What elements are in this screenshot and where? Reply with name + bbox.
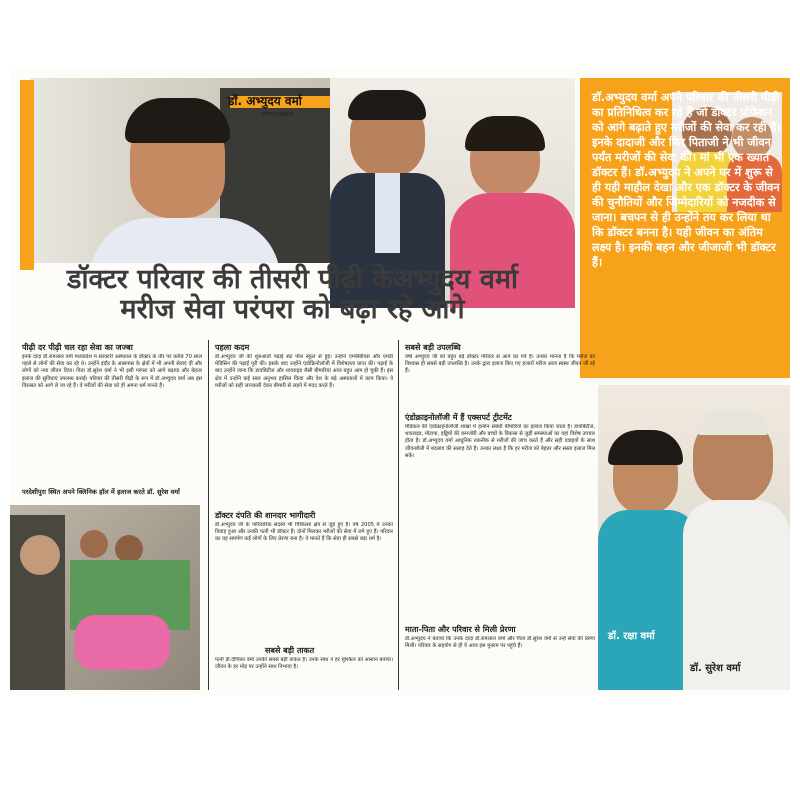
portrait-title: पत्रकार/लेखक	[262, 111, 293, 118]
section1-body: इनके दादा डॉ.रामलाल वर्मा मध्यप्रदेश में सरकारी अस्पताल के डॉक्टर के तौर पर करीब 70 साल पहले से लोगों की सेवा कर रहे थे। उन्होंने इंदौर के आसपास के क्षेत्रों में भी अपनी सेवाएं दीं और लोगों को नया जीवन दिया। पिता डॉ.सुरेश वर्मा ने भी इसी परंपरा को आगे बढ़ाया और बेहतर इलाज की सुविधाएं उपलब्ध कराईं। परिवार की तीसरी पीढ़ी के रूप में डॉ.अभ्युदय वर्मा अब इस विरासत को आगे ले जा रहे हैं। वे मरीजों की सेवा को ही अपना धर्म मानते हैं।	[22, 354, 202, 389]
section7-body: डॉ.अभ्युदय ने बताया कि उनके दादा डॉ.रामलाल वर्मा और पिता डॉ.सुरेश वर्मा से उन्हें सेवा की प्रेरणा मिली। परिवार के सहयोग से ही वे आज इस मुकाम पर पहुंचे हैं।	[405, 636, 595, 650]
sidebar-box	[580, 78, 790, 378]
clinic-photo-caption: परदेशीपुरा स्थित अपने क्लिनिक हॉल में इलाज करते डॉ. सुरेश वर्मा	[22, 488, 180, 496]
column-rule-2	[398, 340, 399, 690]
parents-photo	[598, 385, 790, 690]
section7-heading: माता-पिता और परिवार से मिली प्रेरणा	[405, 625, 516, 634]
section3-body: डॉ.अभ्युदय जी के पारिवारिक सदस्य भी चिकित्सा क्षेत्र से जुड़े हुए हैं। वर्ष 2005 में उनका विवाह हुआ और उनकी पत्नी भी डॉक्टर हैं। दोनों मिलकर मरीजों की सेवा में लगे हुए हैं। परिवार का यह समर्पण कई लोगों के लिए प्रेरणा बना है। वे मानते हैं कि सेवा ही सबसे बड़ा धर्म है।	[215, 522, 393, 543]
section2-body: डॉ.अभ्युदय जी की शुरुआती पढ़ाई सेंट पॉल स्कूल से हुई। उन्होंने एमबीबीएस और एमडी मेडिसिन की पढ़ाई पूरी की। इसके बाद उन्होंने एंडोक्रिनोलॉजी में विशेषज्ञता प्राप्त की। पढ़ाई के बाद उन्होंने जाना कि डायबिटीज और थायराइड जैसी बीमारियां आज बहुत आम हो चुकी हैं। इस क्षेत्र में उन्होंने कई साल अनुभव हासिल किया और देश के बड़े अस्पतालों में काम किया। वे मरीजों को सही जानकारी देकर बीमारी से लड़ने में मदद करते हैं।	[215, 354, 393, 389]
section6-heading: एंडोक्राइनोलॉजी में हैं एक्सपर्ट ट्रीटमेंट	[405, 413, 512, 422]
mother-label: डॉ. रक्षा वर्मा	[608, 631, 655, 642]
section5-heading: सबसे बड़ी उपलब्धि	[405, 343, 461, 352]
headline-line2: मरीज सेवा परंपरा को बढ़ा रहे आगे	[120, 294, 465, 326]
section1-heading: पीढ़ी दर पीढ़ी चल रहा सेवा का जज्बा	[22, 343, 133, 352]
portrait-name: डॉ. अभ्युदय वर्मा	[228, 94, 302, 108]
section2-heading: पहला कदम	[215, 343, 250, 352]
section4-body: पत्नी डॉ.दीपिका वर्मा उनकी सबसे बड़ी ताकत हैं। उनके साथ ने हर मुश्किल को आसान बनाया। जीवन के हर मोड़ पर उन्होंने साथ निभाया है।	[215, 657, 393, 671]
section6-body: मेडिकल की एंडोक्राइनोलॉजी शाखा में हार्मोन संबंधी बीमारियों का इलाज किया जाता है। डायबिटीज, थायराइड, मोटापा, हड्डियों की कमजोरी और बच्चों के विकास से जुड़ी समस्याओं का यहां विशेष उपचार होता है। डॉ.अभ्युदय वर्मा आधुनिक तकनीक से मरीजों की जांच करते हैं और सही दवाइयों के साथ जीवनशैली में बदलाव की सलाह देते हैं। उनका लक्ष्य है कि हर मरीज को बेहतर और सस्ता इलाज मिल सके।	[405, 424, 595, 459]
clinic-photo	[10, 505, 200, 690]
section5-body: वर्षा अभ्युदय जी को बहुत बड़े डॉक्टर परिवार से आने का गर्व है। उनका मानना है कि मरीज का विश्वास ही सबसे बड़ी उपलब्धि है। उनके द्वारा इलाज किए गए हजारों मरीज आज स्वस्थ जीवन जी रहे हैं।	[405, 354, 595, 375]
headline-line1: डॉक्टर परिवार की तीसरी पीढ़ी केअभ्युदय वर्मा	[67, 264, 518, 295]
section3-heading: डॉक्टर दंपति की शानदार भागीदारी	[215, 511, 316, 520]
left-accent-strip	[20, 80, 34, 270]
main-headline	[10, 265, 575, 325]
column-rule-1	[208, 340, 209, 690]
father-label: डॉ. सुरेश वर्मा	[690, 663, 741, 674]
sidebar-text: डॉ.अभ्युदय वर्मा अपने परिवार की तीसरी पीढ़ी का प्रतिनिधित्व कर रहे हैं जो डॉक्टर प्रोफेशन को आगे बढ़ाते हुए मरीजों की सेवा कर रही है। इनके दादाजी और फिर पिताजी ने भी जीवन पर्यंत मरीजों की सेवा की। मां भी एक ख्यात डॉक्टर हैं। डॉ.अभ्युदय ने अपने घर में शुरू से ही यही माहौल देखा और एक डॉक्टर के जीवन की चुनौतियों और जिम्मेदारियों को नजदीक से जाना। बचपन से ही उन्होंने तय कर लिया था कि डॉक्टर बनना है। यही जीवन का अंतिम लक्ष्य है। इनकी बहन और जीजाजी भी डॉक्टर हैं।	[592, 91, 781, 269]
section4-heading: सबसे बड़ी ताकत	[265, 646, 315, 655]
